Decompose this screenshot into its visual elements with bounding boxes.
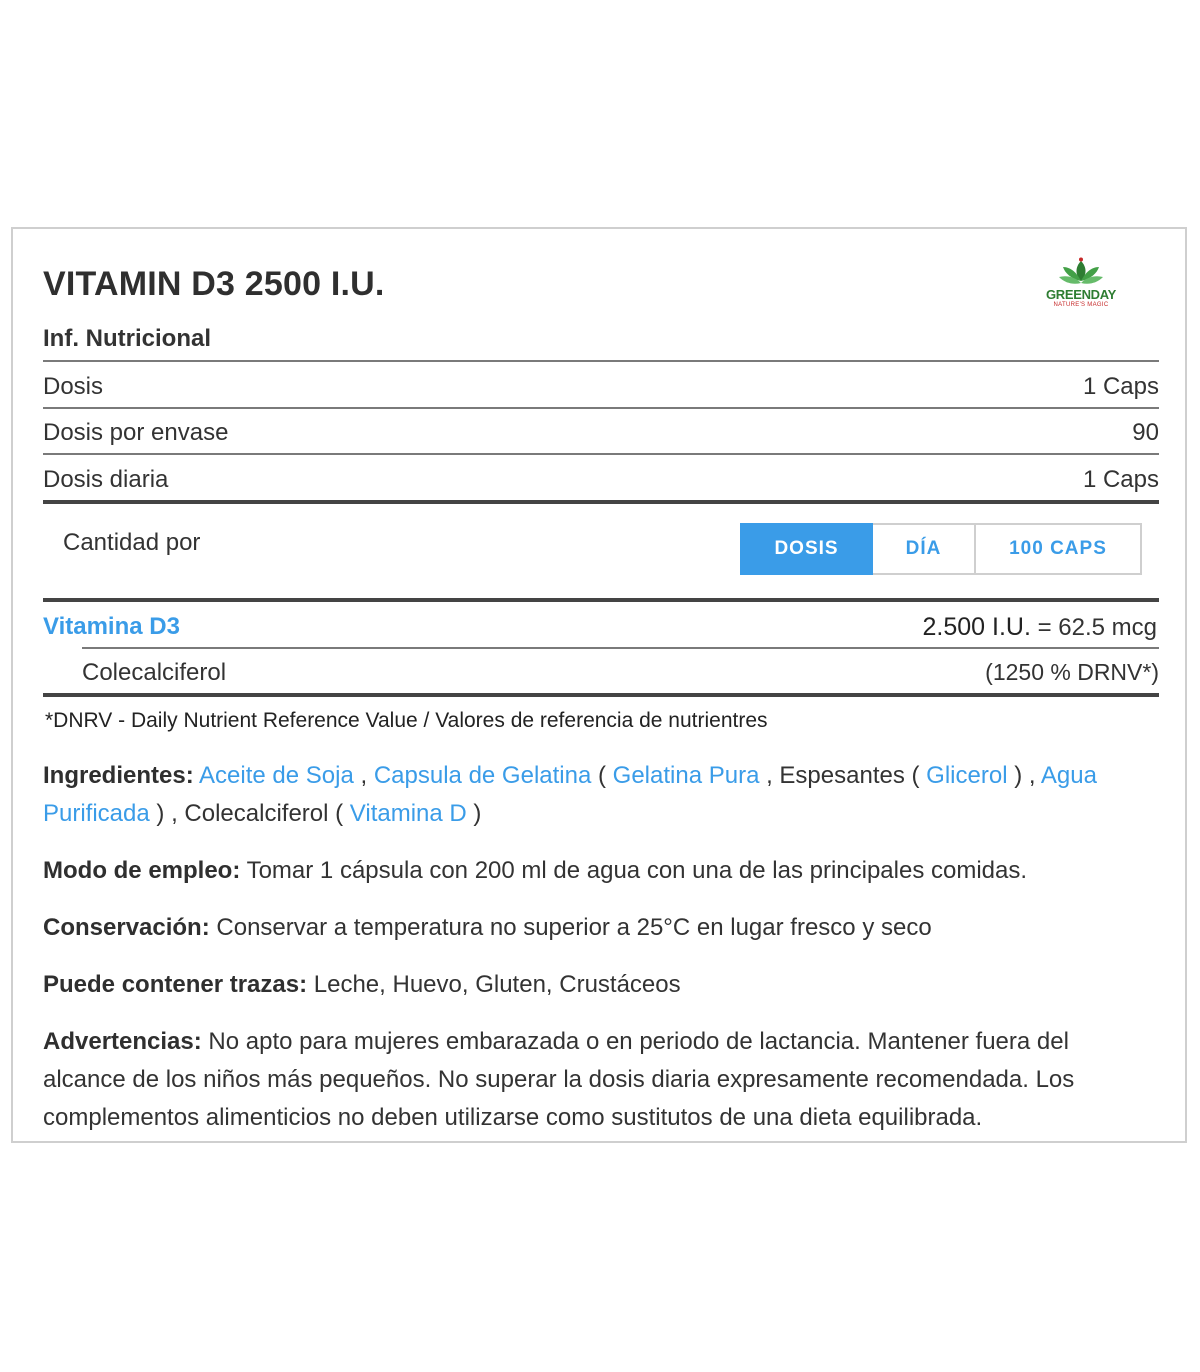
traces-label: Puede contener trazas: — [43, 971, 308, 998]
ingredient-sep: ( — [591, 762, 613, 789]
nutrition-row — [43, 457, 1159, 503]
nutrient-drnv: (1250 % DRNV*) — [985, 659, 1159, 685]
ingredient-sep: , — [353, 762, 374, 789]
footnote: *DNRV - Daily Nutrient Reference Value / Valores de referencia de nutrientres — [45, 709, 768, 732]
nutrition-card — [11, 227, 1187, 1143]
tab-100-caps[interactable]: 100 CAPS — [976, 523, 1142, 575]
leaf-icon — [1035, 257, 1127, 289]
storage-paragraph — [43, 909, 1143, 947]
tab-dia[interactable]: DÍA — [873, 523, 976, 575]
divider-thick — [43, 693, 1159, 697]
ingredients-paragraph — [43, 757, 1143, 833]
ingredient-sep: ) — [466, 800, 482, 827]
divider-thick — [43, 598, 1159, 602]
traces-paragraph — [43, 966, 1143, 1004]
row-label: Dosis — [43, 373, 104, 400]
nutrient-amount — [923, 613, 1157, 642]
row-value: 90 — [1132, 419, 1159, 446]
ingredient-sep: ) , Colecalciferol ( — [149, 800, 350, 827]
tab-dosis[interactable]: DOSIS — [740, 523, 873, 575]
ingredient-link[interactable]: Vitamina D — [349, 800, 467, 827]
storage-text: Conservar a temperatura no superior a 25°C en lugar fresco y seco — [209, 914, 932, 941]
ingredient-sep: , Espesantes ( — [759, 762, 927, 789]
nutrition-row — [43, 410, 1159, 456]
nutrient-equals: = — [1037, 614, 1052, 641]
amount-per-label: Cantidad por — [63, 529, 201, 556]
nutrient-subname: Colecalciferol — [82, 659, 227, 686]
usage-label: Modo de empleo: — [43, 857, 241, 884]
amount-tabs — [740, 523, 1142, 577]
row-value: 1 Caps — [1082, 466, 1159, 493]
ingredient-sep: ) , — [1007, 762, 1041, 789]
traces-text: Leche, Huevo, Gluten, Crustáceos — [307, 971, 681, 998]
warnings-text: No apto para mujeres embarazada o en periodo de lactancia. Mantener fuera del alcance de los niños más pequeños. No superar la dosis diaria expresamente recomendada. Los complementos alimenticios no deben utilizarse como sustitutos de una dieta equilibrada. — [43, 1028, 1075, 1131]
row-value: 1 Caps — [1082, 373, 1159, 400]
divider — [43, 407, 1159, 409]
ingredient-link[interactable]: Aceite de Soja — [199, 762, 354, 789]
usage-paragraph — [43, 852, 1143, 890]
nutrient-amount-iu: 2.500 I.U. — [922, 613, 1031, 641]
nutrition-row — [43, 364, 1159, 410]
brand-logo-tagline: NATURE'S MAGIC — [1053, 302, 1109, 308]
divider — [43, 360, 1159, 362]
usage-text: Tomar 1 cápsula con 200 ml de agua con una de las principales comidas. — [240, 857, 1028, 884]
ingredients-label: Ingredientes: — [43, 762, 194, 789]
nutrition-heading: Inf. Nutricional — [43, 325, 211, 352]
storage-label: Conservación: — [43, 914, 210, 941]
product-title: VITAMIN D3 2500 I.U. — [43, 265, 385, 303]
divider — [43, 453, 1159, 455]
divider — [82, 647, 1159, 649]
row-label: Dosis por envase — [43, 419, 229, 446]
warnings-label: Advertencias: — [43, 1028, 202, 1055]
nutrient-name: Vitamina D3 — [43, 613, 180, 640]
brand-logo-text: GREENDAY — [1045, 287, 1117, 302]
divider-thick — [43, 500, 1159, 504]
ingredient-link[interactable]: Capsula de Gelatina — [373, 762, 592, 789]
nutrient-amount-mcg: 62.5 mcg — [1058, 614, 1157, 641]
ingredient-link[interactable]: Agua Purificada — [43, 762, 1097, 827]
ingredient-link[interactable]: Gelatina Pura — [612, 762, 760, 789]
row-label: Dosis diaria — [43, 466, 169, 493]
brand-logo — [1035, 257, 1127, 311]
warnings-paragraph — [43, 1023, 1133, 1137]
ingredient-link[interactable]: Glicerol — [926, 762, 1008, 789]
